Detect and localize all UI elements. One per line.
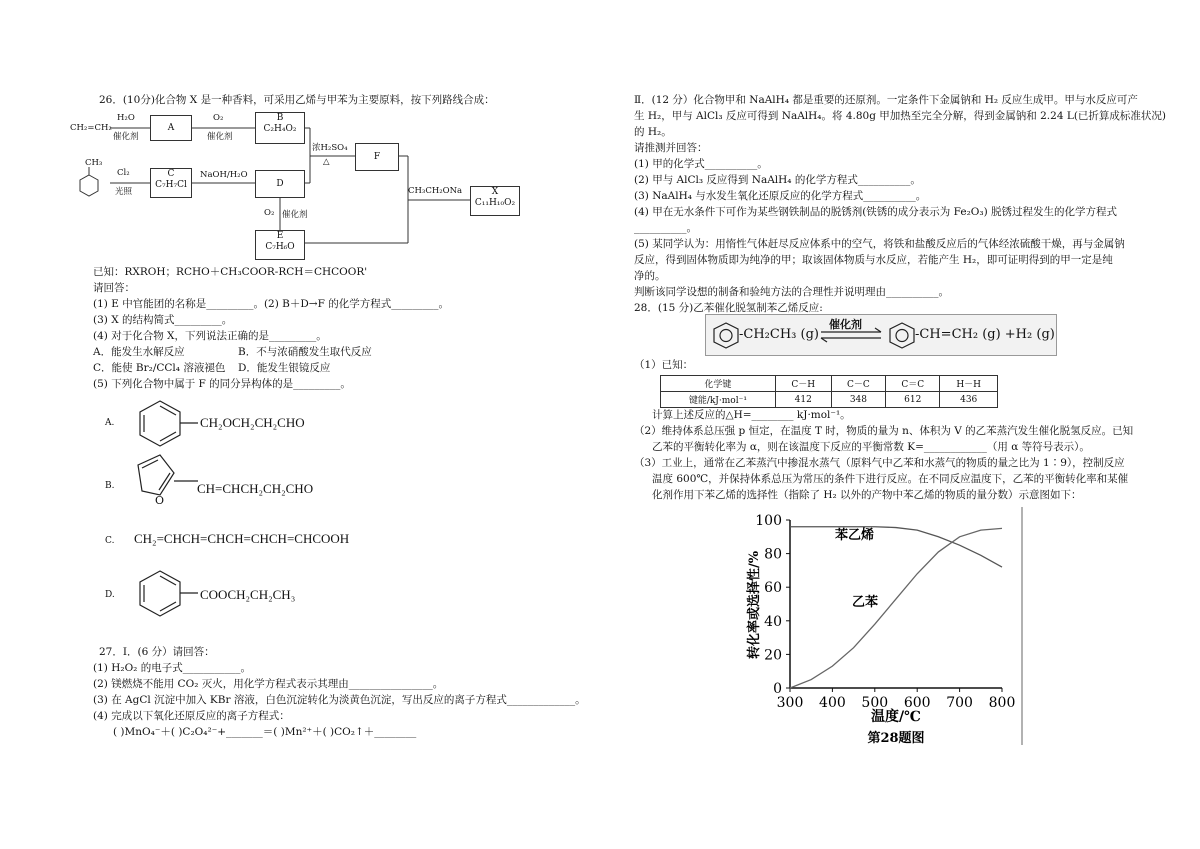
q27-line2: (2) 镁燃烧不能用 CO₂ 灭火，用化学方程式表示其理由________________。 <box>93 678 444 690</box>
compound-e-box: E C₇H₆O <box>255 230 305 260</box>
isomer-a-letter: A. <box>105 418 115 428</box>
compound-f-box: F <box>355 143 399 171</box>
part2-line: (5) 某同学认为：用惰性气体赶尽反应体系中的空气，将铁和盐酸反应后的气体经浓硫酸干燥，再与金属钠 <box>634 238 1125 250</box>
table-cell: H－H <box>940 376 998 392</box>
part2-line: (1) 甲的化学式__________。 <box>634 158 768 170</box>
table-cell: C－C <box>831 376 885 392</box>
x-axis-label: 温度/℃ <box>871 709 921 725</box>
x-tick-label: 700 <box>946 695 973 711</box>
table-cell: 612 <box>886 392 940 408</box>
chart-series <box>790 527 1002 688</box>
compound-a-box: A <box>150 115 192 141</box>
toluene-methyl: CH₃ <box>85 158 103 168</box>
isomer-b-substituent: CH=CHCH₂CH₂CHO <box>197 481 314 496</box>
isomer-d-substituent: COOCH₂CH₂CH₃ <box>200 587 296 602</box>
series-label-ethylbenzene: 乙苯 <box>852 595 879 610</box>
x-tick-label: 400 <box>819 695 846 711</box>
q26-sub4: (4) 对于化合物 X，下列说法正确的是_________。 <box>93 330 327 342</box>
equation-right: -CH=CH₂ (g) +H₂ (g) <box>915 327 1055 342</box>
table-cell: 412 <box>775 392 831 408</box>
x-tick-label: 300 <box>776 695 804 711</box>
reagent-o2-2: O₂ <box>264 208 275 218</box>
isomer-d-letter: D. <box>105 590 115 600</box>
table-cell: 436 <box>940 392 998 408</box>
reagent-cl2: Cl₂ <box>117 168 130 178</box>
table-cell: 化学键 <box>661 376 776 392</box>
conversion-selectivity-chart <box>740 505 1030 750</box>
series-label-styrene: 苯乙烯 <box>835 528 875 543</box>
option-c: C．能使 Br₂/CCl₄ 溶液褪色 <box>93 362 226 374</box>
table-row <box>661 392 998 408</box>
x-tick-label: 600 <box>903 695 931 711</box>
table-cell: C－H <box>775 376 831 392</box>
reagent-catalyst-3: 催化剂 <box>282 210 308 220</box>
reagent-heat: △ <box>323 157 330 167</box>
reagent-h2so4: 浓H₂SO₄ <box>312 143 348 153</box>
q28-p3b: 温度 600℃，并保持体系总压为常压的条件下进行反应。在不同反应温度下，乙苯的平衡转化率和某催 <box>652 473 1129 485</box>
table-cell: 348 <box>831 392 885 408</box>
furan-oxygen: O <box>155 494 165 507</box>
q27-line5: ( )MnO₄⁻＋( )C₂O₄²⁻+_______＝( )Mn²⁺＋( )CO₂↑＋________ <box>113 726 417 738</box>
chart-caption: 第28题图 <box>867 731 925 746</box>
q28-p2a: （2）维持体系总压强 p 恒定，在温度 T 时，物质的量为 n、体积为 V 的乙苯蒸汽发生催化脱氢反应。已知 <box>634 425 1134 437</box>
y-tick-label: 0 <box>773 681 782 697</box>
y-axis-label: 转化率或选择性/% <box>747 550 762 660</box>
compound-d-box: D <box>255 170 305 198</box>
part2-line: 净的。 <box>634 270 666 282</box>
y-tick-label: 20 <box>764 647 782 664</box>
part2-line: __________。 <box>634 222 697 234</box>
part2-line: 反应，得到固体物质即为纯净的甲；取该固体物质与水反应，若能产生 H₂，即可证明得到的甲一定是纯 <box>634 254 1113 266</box>
q26-header: 26．(10分)化合物 X 是一种香料，可采用乙烯与甲苯为主要原料，按下列路线合成： <box>99 94 495 106</box>
q26-answer-prompt: 请回答： <box>93 282 135 294</box>
q26-sub3: (3) X 的结构简式_________。 <box>93 314 233 326</box>
option-b: B．不与浓硝酸发生取代反应 <box>238 346 372 358</box>
table-header-row <box>661 376 998 392</box>
reagent-light: 光照 <box>115 187 133 197</box>
reaction-equation <box>705 314 1057 356</box>
part2-line: 的 H₂。 <box>634 126 672 138</box>
series-line-ethylbenzene <box>790 528 1002 688</box>
q28-p3c: 化剂作用下苯乙烯的选择性（指除了 H₂ 以外的产物中苯乙烯的物质的量分数）示意图如下： <box>652 489 1082 501</box>
y-tick-label: 60 <box>764 580 782 597</box>
equation-catalyst: 催化剂 <box>829 318 862 331</box>
q28-known: （1）已知： <box>634 359 694 371</box>
reagent-catalyst-1: 催化剂 <box>113 132 139 142</box>
y-tick-label: 80 <box>764 546 782 563</box>
option-d: D．能发生银镜反应 <box>238 362 331 374</box>
q28-p3a: （3）工业上，通常在乙苯蒸汽中掺混水蒸气（原料气中乙苯和水蒸气的物质的量之比为 1∶9），控制反应 <box>634 457 1125 469</box>
ethylene-formula: CH₂=CH₂ <box>70 123 112 133</box>
isomer-a-substituent: CH₂OCH₂CH₂CHO <box>200 415 305 430</box>
compound-c-box: C C₇H₇Cl <box>150 168 192 198</box>
q26-sub1: (1) E 中官能团的名称是_________。(2) B＋D→F 的化学方程式_________。 <box>93 298 449 310</box>
q27-line1: (1) H₂O₂ 的电子式___________。 <box>93 662 251 674</box>
part2-line: (3) NaAlH₄ 与水发生氧化还原反应的化学方程式__________。 <box>634 190 927 202</box>
q26-known: 已知：RXROH；RCHO＋CH₃COOR-RCH＝CHCOOR' <box>93 266 368 278</box>
reagent-naoh: NaOH/H₂O <box>200 170 248 180</box>
q27-line4: (4) 完成以下氧化还原反应的离子方程式： <box>93 710 290 722</box>
reagent-h2o: H₂O <box>117 113 135 123</box>
equation-left: -CH₂CH₃ (g) <box>739 327 819 342</box>
part2-line: (2) 甲与 AlCl₃ 反应得到 NaAlH₄ 的化学方程式__________。 <box>634 174 921 186</box>
q28-header: 28．(15 分)乙苯催化脱氢制苯乙烯反应: <box>634 302 823 314</box>
part2-line: Ⅱ．(12 分）化合物甲和 NaAlH₄ 都是重要的还原剂。一定条件下金属钠和 H₂ 反应生成甲。甲与水反应可产 <box>634 94 1138 106</box>
part2-line: (4) 甲在无水条件下可作为某些钢铁制品的脱锈剂(铁锈的成分表示为 Fe₂O₃) 脱锈过程发生的化学方程式 <box>634 206 1118 218</box>
q27-header: 27．Ⅰ．(6 分）请回答： <box>99 646 215 658</box>
reagent-o2: O₂ <box>213 113 224 123</box>
y-tick-label: 40 <box>764 613 782 630</box>
q28-p2b: 乙苯的平衡转化率为 α，则在该温度下反应的平衡常数 K=____________（用 α 等符号表示）。 <box>652 441 1090 453</box>
reagent-naoet: CH₃CH₂ONa <box>408 186 463 196</box>
x-tick-label: 800 <box>988 695 1016 711</box>
compound-x-box: X C₁₁H₁₀O₂ <box>470 186 520 216</box>
isomer-rings <box>130 395 200 625</box>
q26-sub5: (5) 下列化合物中属于 F 的同分异构体的是_________。 <box>93 378 351 390</box>
bond-energy-table <box>660 375 998 408</box>
table-cell: C＝C <box>886 376 940 392</box>
part2-line: 生 H₂，甲与 AlCl₃ 反应可得到 NaAlH₄。将 4.80g 甲加热至完全分解，得到金属钠和 2.24 L(已折算成标准状况) <box>634 110 1167 122</box>
table-cell: 键能/kJ·mol⁻¹ <box>661 392 776 408</box>
part2-line: 判断该同学设想的制备和验纯方法的合理性并说明理由__________。 <box>634 286 949 298</box>
isomer-c-formula: CH₂=CHCH=CHCH=CHCH=CHCOOH <box>134 531 350 546</box>
part2-line: 请推测并回答： <box>634 142 708 154</box>
x-tick-label: 500 <box>861 695 889 711</box>
isomer-b-letter: B. <box>105 481 115 491</box>
y-tick-label: 100 <box>755 513 782 529</box>
isomer-c-letter: C. <box>105 536 115 546</box>
q28-calc: 计算上述反应的△H=________ kJ·mol⁻¹。 <box>652 409 851 421</box>
q27-line3: (3) 在 AgCl 沉淀中加入 KBr 溶液，白色沉淀转化为淡黄色沉淀，写出反应的离子方程式_____________。 <box>93 694 586 706</box>
reagent-catalyst-2: 催化剂 <box>207 132 233 142</box>
option-a: A．能发生水解反应 <box>93 346 185 358</box>
compound-b-box: B C₂H₄O₂ <box>255 112 305 144</box>
